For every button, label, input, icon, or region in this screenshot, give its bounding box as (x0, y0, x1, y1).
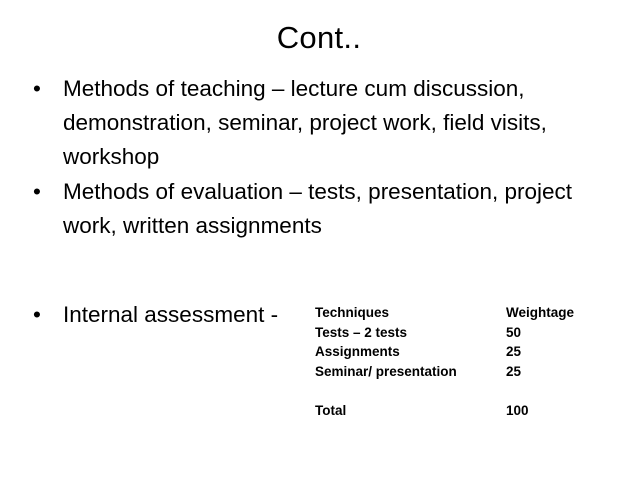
weightage-cell: 50 (506, 324, 522, 340)
technique-cell: Assignments (315, 344, 400, 359)
bullet-item-evaluation-methods (27, 175, 617, 243)
bullet-text: Internal assessment - (63, 302, 279, 327)
spacer-cell (315, 381, 506, 401)
table-row (315, 342, 596, 362)
bullet-text: Methods of teaching – lecture cum discussion, demonstration, seminar, project work, field visits, workshop (63, 76, 547, 169)
bullet-marker: • (33, 179, 41, 204)
header-techniques: Techniques (315, 305, 390, 320)
bullet-text: Methods of evaluation – tests, presentation, project work, written assignments (63, 179, 573, 238)
weightage-cell: 25 (506, 344, 522, 359)
table-spacer-row (315, 381, 596, 401)
header-weightage: Weightage (506, 305, 575, 320)
weightage-cell: 25 (506, 363, 522, 379)
technique-cell: Tests – 2 tests (315, 324, 408, 340)
bullet-item-internal-assessment (27, 298, 363, 332)
table-row (315, 323, 596, 343)
total-label-cell: Total (315, 402, 347, 418)
technique-cell: Seminar/ presentation (315, 363, 457, 379)
table-total-row (315, 401, 596, 421)
table-header-row (315, 303, 596, 323)
spacer-cell (506, 381, 596, 401)
bullet-item-teaching-methods (27, 72, 617, 174)
assessment-table (315, 303, 596, 420)
table-row (315, 362, 596, 382)
total-value-cell: 100 (506, 402, 529, 418)
bullet-marker: • (33, 76, 41, 101)
slide-title: Cont.. (276, 20, 362, 55)
bullet-marker: • (33, 302, 41, 327)
